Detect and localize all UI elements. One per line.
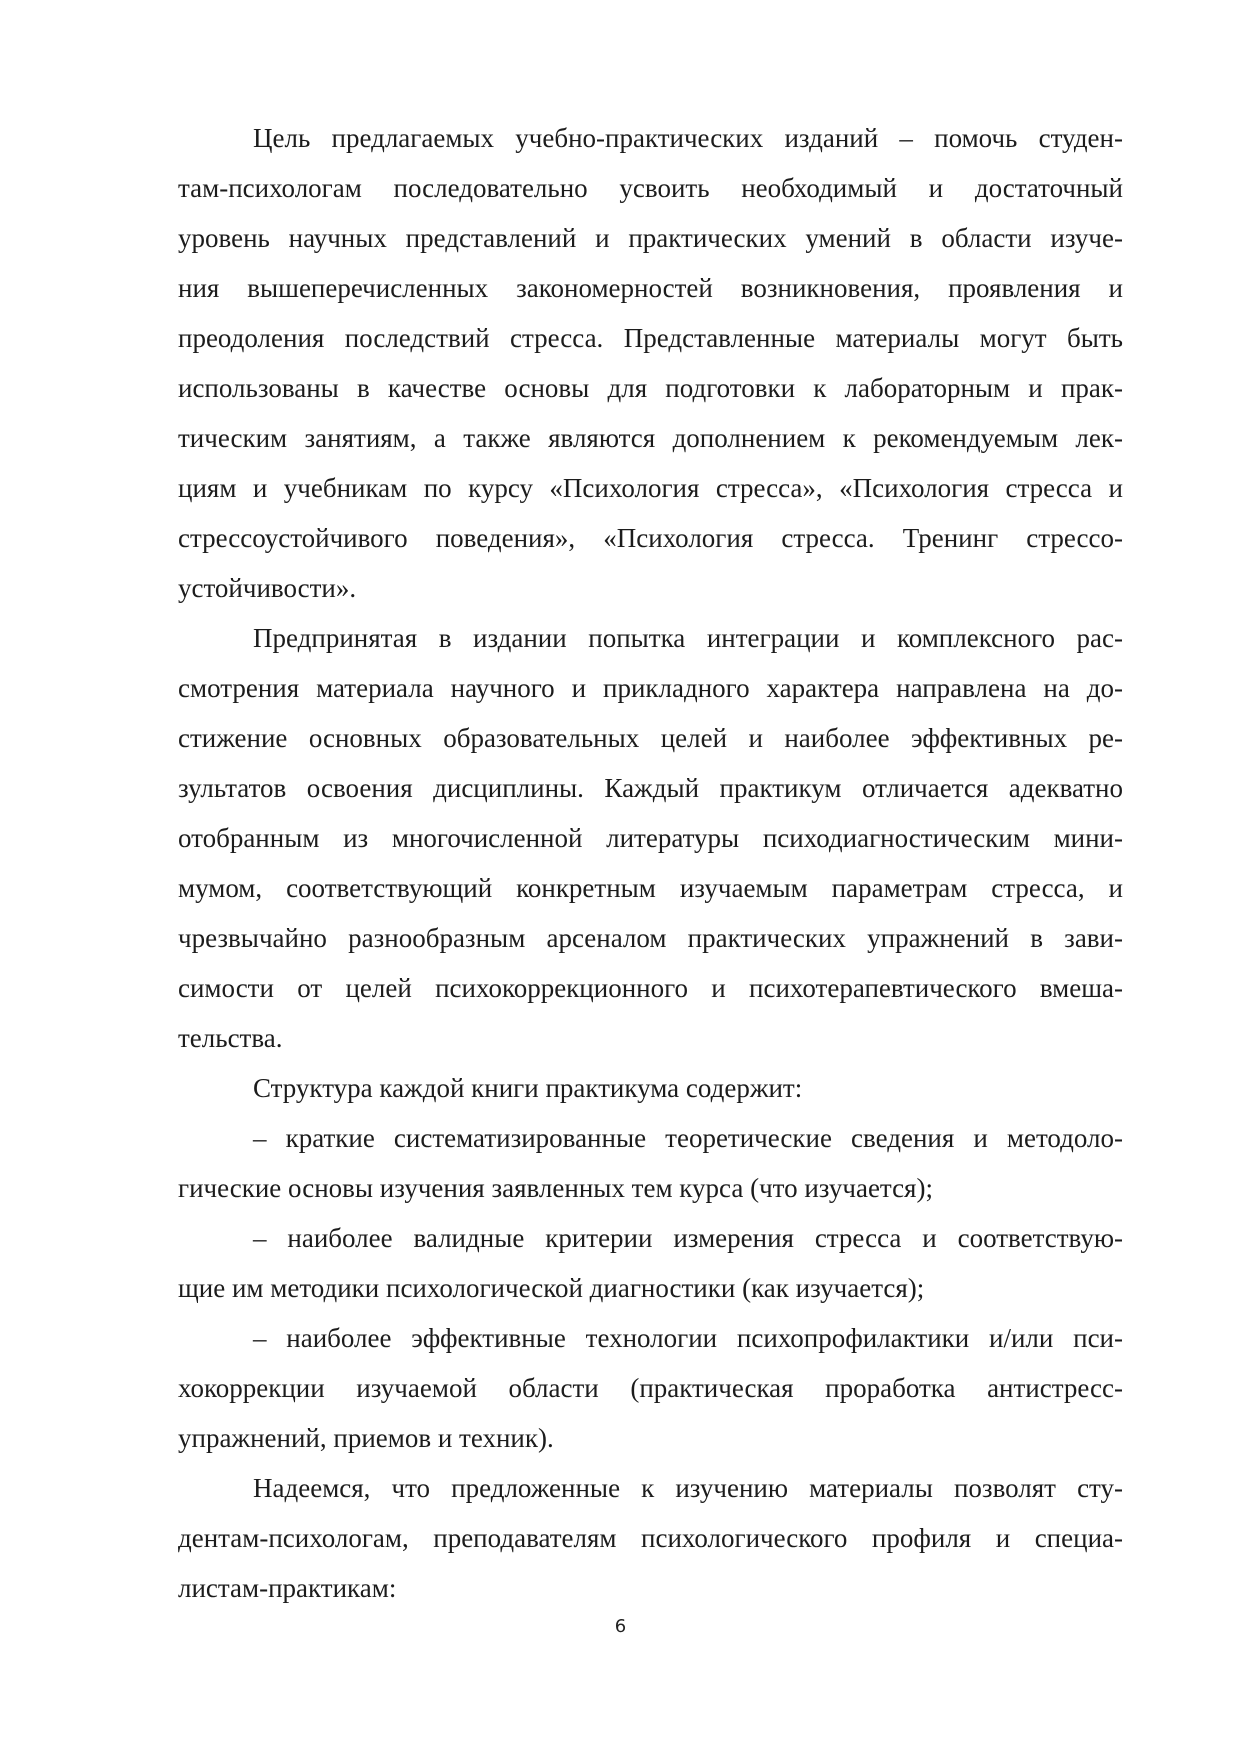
text-line: упражнений, приемов и техник). xyxy=(178,1423,554,1453)
text-line: Надеемся, что предложенные к изучению материалы позволят сту- xyxy=(253,1473,1123,1503)
text-line: тельства. xyxy=(178,1023,283,1053)
text-line: хокоррекции изучаемой области (практическая проработка антистресс- xyxy=(178,1373,1123,1403)
text-line: там-психологам последовательно усвоить необходимый и достаточный xyxy=(178,173,1123,203)
text-line: щие им методики психологической диагностики (как изучается); xyxy=(178,1273,925,1303)
body-text xyxy=(178,113,1123,1613)
text-line: использованы в качестве основы для подготовки к лабораторным и прак- xyxy=(178,373,1123,403)
text-line: Структура каждой книги практикума содержит: xyxy=(253,1073,803,1103)
text-line: – краткие систематизированные теоретические сведения и методоло- xyxy=(253,1123,1123,1153)
text-line: – наиболее валидные критерии измерения стресса и соответствую- xyxy=(253,1223,1123,1253)
text-line: тическим занятиям, а также являются дополнением к рекомендуемым лек- xyxy=(178,423,1123,453)
text-line: Цель предлагаемых учебно-практических изданий – помочь студен- xyxy=(253,123,1123,153)
text-line: зультатов освоения дисциплины. Каждый практикум отличается адекватно xyxy=(178,773,1123,803)
text-line: ния вышеперечисленных закономерностей возникновения, проявления и xyxy=(178,273,1123,303)
text-line: преодоления последствий стресса. Представленные материалы могут быть xyxy=(178,323,1123,353)
text-line: смотрения материала научного и прикладного характера направлена на до- xyxy=(178,673,1123,703)
text-line: стижение основных образовательных целей и наиболее эффективных ре- xyxy=(178,723,1123,753)
text-line: мумом, соответствующий конкретным изучаемым параметрам стресса, и xyxy=(178,873,1123,903)
text-line: симости от целей психокоррекционного и психотерапевтического вмеша- xyxy=(178,973,1123,1003)
text-line: устойчивости». xyxy=(178,573,357,603)
text-line: гические основы изучения заявленных тем курса (что изучается); xyxy=(178,1173,933,1203)
text-line: циям и учебникам по курсу «Психология стресса», «Психология стресса и xyxy=(178,473,1123,503)
text-line: Предпринятая в издании попытка интеграции и комплексного рас- xyxy=(253,623,1123,653)
text-line: стрессоустойчивого поведения», «Психология стресса. Тренинг стрессо- xyxy=(178,523,1123,553)
text-line: листам-практикам: xyxy=(178,1573,397,1603)
text-line: отобранным из многочисленной литературы психодиагностическим мини- xyxy=(178,823,1123,853)
page-number: 6 xyxy=(614,1616,627,1637)
text-line: – наиболее эффективные технологии психопрофилактики и/или пси- xyxy=(253,1323,1123,1353)
text-line: уровень научных представлений и практических умений в области изуче- xyxy=(178,223,1123,253)
text-line: чрезвычайно разнообразным арсеналом практических упражнений в зави- xyxy=(178,923,1123,953)
text-line: дентам-психологам, преподавателям психологического профиля и специа- xyxy=(178,1523,1123,1553)
